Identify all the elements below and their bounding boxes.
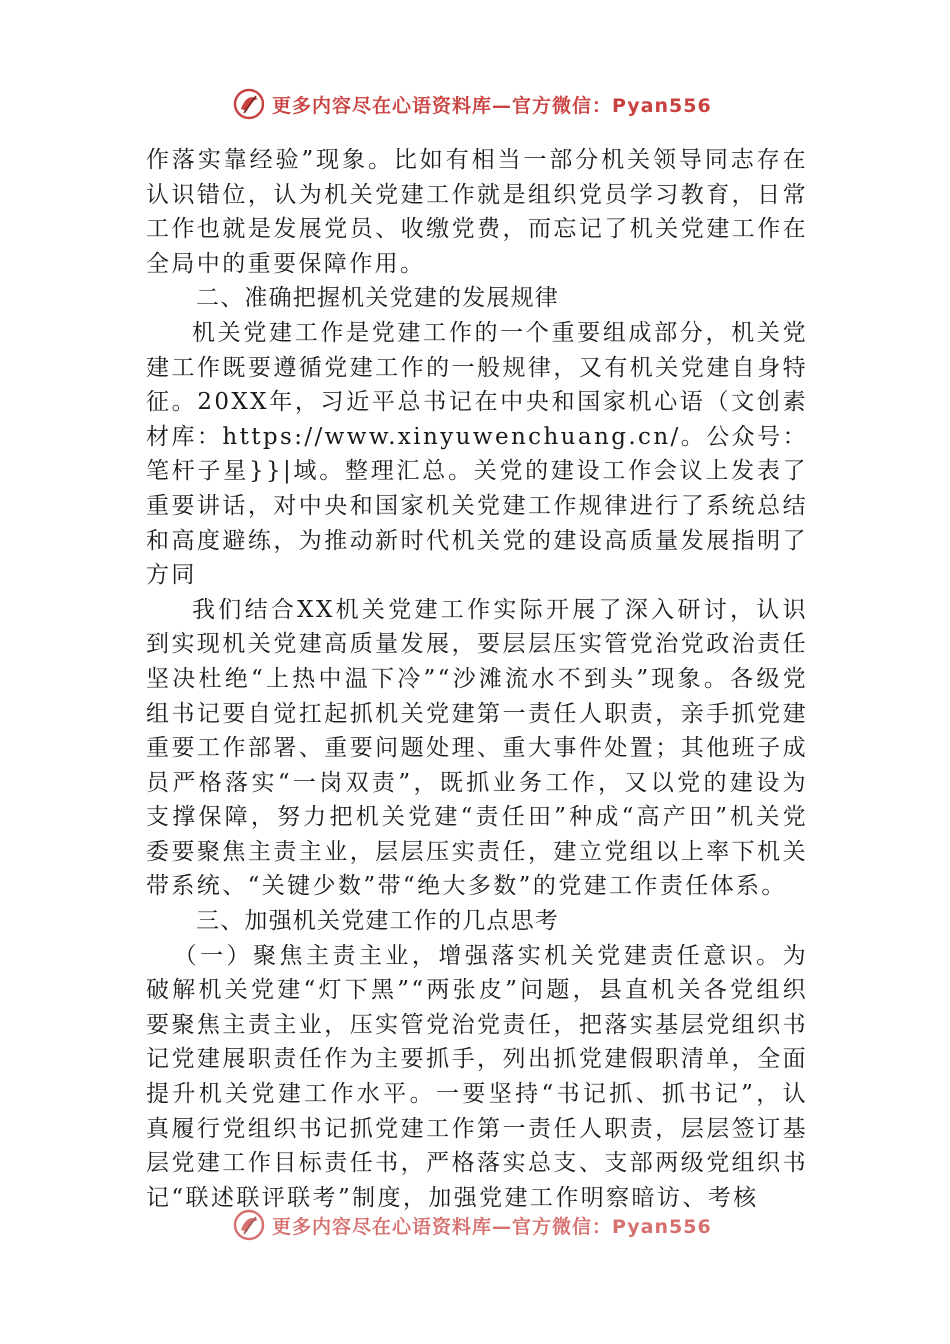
- watermark-header: [232, 84, 712, 124]
- watermark-text: 更多内容尽在心语资料库—官方微信：Pyan556: [272, 94, 712, 117]
- section-heading-3: 三、加强机关党建工作的几点思考: [196, 908, 559, 935]
- paragraph-development-rules: 机关党建工作是党建工作的一个重要组成部分，机关党建工作既要遵循党建工作的一般规律，又有机关党建自身特征。20XX年，习近平总书记在中央和国家机心语（文创素材库：https://www.xinyuwenchuang.cn/。公众号：笔杆子星}}|域。整理汇总。关党的建设工作会议上发表了重要讲话，对中央和国家机关党建工作规律进行了系统总结和高度避练，为推动新时代机关党的建设高质量发展指明了方同: [146, 319, 808, 589]
- paragraph-research: 我们结合XX机关党建工作实际开展了深入研讨，认识到实现机关党建高质量发展，要层层压实管党治党政治责任坚决杜绝“上热中温下冷”“沙滩流水不到头”现象。各级党组书记要自觉扛起抓机关党建第一责任人职责，亲手抓党建重要工作部署、重要问题处理、重大事件处置；其他班子成员严格落实“一岗双责”，既抓业务工作，又以党的建设为支撑保障，努力把机关党建“责任田”种成“高产田”机关党委要聚焦主责主业，层层压实责任，建立党组以上率下机关带系统、“关键少数”带“绝大多数”的党建工作责任体系。: [146, 596, 808, 900]
- brand-logo-icon: [232, 87, 266, 121]
- paragraph-subsection-1: （一）聚焦主责主业，增强落实机关党建责任意识。为破解机关党建“灯下黑”“两张皮”问题，县直机关各党组织要聚焦主责主业，压实管党治党责任，把落实基层党组织书记党建展职责任作为主要抓手，列出抓党建假职清单，全面提升机关党建工作水平。一要坚持“书记抓、抓书记”，认真履行党组织书记抓党建工作第一责任人职责，层层签订基层党建工作目标责任书，严格落实总支、支部两级党组织书记“联述联评联考”制度，加强党建工作明察暗访、考核: [146, 942, 808, 1211]
- paragraph-continuation: 作落实靠经验”现象。比如有相当一部分机关领导同志存在认识错位，认为机关党建工作就是组织党员学习教育，日常工作也就是发展党员、收缴党费，而忘记了机关党建工作在全局中的重要保障作用。: [146, 147, 808, 277]
- watermark-footer: [232, 1205, 712, 1245]
- document-body: [146, 143, 808, 1215]
- watermark-text: 更多内容尽在心语资料库—官方微信：Pyan556: [272, 1215, 712, 1238]
- section-heading-2: 二、准确把握机关党建的发展规律: [196, 285, 559, 312]
- brand-logo-icon: [232, 1208, 266, 1242]
